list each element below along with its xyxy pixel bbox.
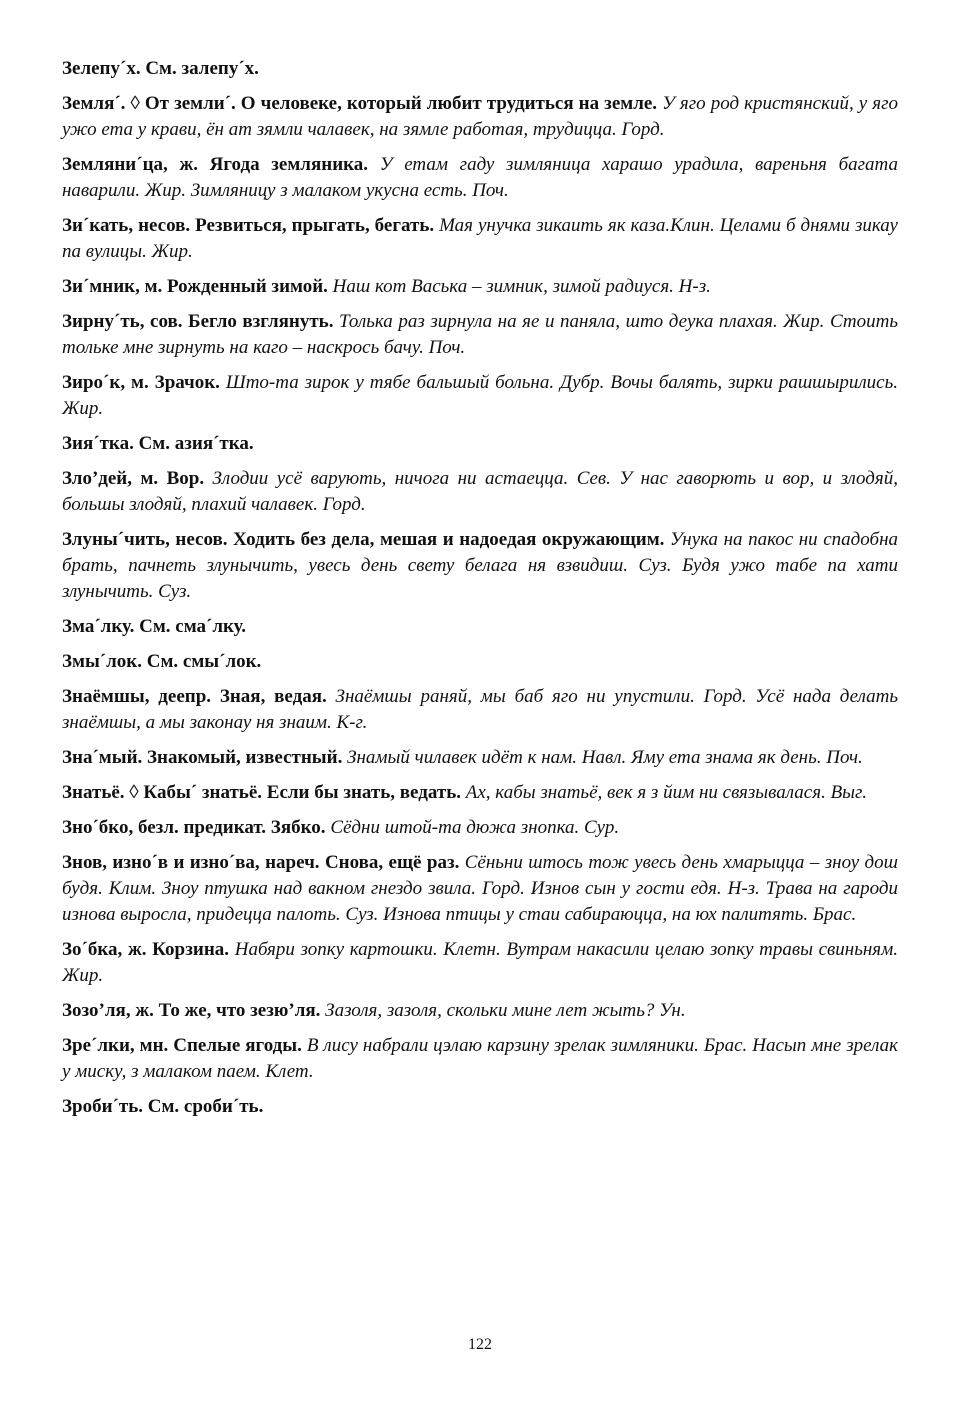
entry-headword: Знатьё. ◊ Кабы´ знатьё. Если бы знать, ведать. [62, 782, 461, 803]
dictionary-entry [62, 527, 898, 605]
entry-headword: Зия´тка. См. азия´тка. [62, 433, 254, 454]
entry-headword: Зна´мый. Знакомый, известный. [62, 747, 343, 768]
dictionary-entry [62, 649, 898, 675]
entry-headword: Зелепу´х. См. залепу´х. [62, 58, 259, 79]
dictionary-entry [62, 1033, 898, 1085]
entry-example: Мая унучка зикаить як каза.Клин. Целами б днями зикау па вулицы. Жир. [62, 215, 898, 262]
dictionary-entry [62, 56, 898, 82]
entry-example: В лису набрали цэлаю карзину зрелак зимляники. Брас. Насып мне зрелак у миску, з малаком паем. Клет. [62, 1035, 898, 1082]
dictionary-entry [62, 937, 898, 989]
dictionary-entry [62, 815, 898, 841]
entry-example: Зазоля, зазоля, скольки мине лет жыть? Ун. [320, 1000, 686, 1021]
entry-example: У яго род кристянский, у яго ужо ета у крави, ён ат зямли чалавек, на зямле работая, трудицца. Горд. [62, 93, 898, 140]
dictionary-entry [62, 850, 898, 928]
entry-headword: Зма´лку. См. сма´лку. [62, 616, 247, 637]
entry-headword: Злуны´чить, несов. Ходить без дела, мешая и надоедая окружающим. [62, 529, 665, 550]
dictionary-entry [62, 274, 898, 300]
dictionary-entry [62, 431, 898, 457]
entry-headword: Змы´лок. См. смы´лок. [62, 651, 262, 672]
entry-example: У етам гаду зимляница харашо урадила, вареньня багата наварили. Жир. Зимляницу з малаком укусна есть. Поч. [62, 154, 898, 201]
entry-example: Наш кот Васька – зимник, зимой радиуся. Н-з. [327, 276, 711, 297]
entry-headword: Знаёмшы, деепр. Зная, ведая. [62, 686, 327, 707]
dictionary-entry [62, 370, 898, 422]
entry-headword: Зло’дей, м. Вор. [62, 468, 205, 489]
entry-example: Знамый чилавек идёт к нам. Навл. Яму ета знама як день. Поч. [342, 747, 863, 768]
dictionary-entry [62, 780, 898, 806]
dictionary-entry [62, 1094, 898, 1120]
entry-headword: Земляни´ца, ж. Ягода земляника. [62, 154, 369, 175]
entry-headword: Зозо’ля, ж. То же, что зезю’ля. [62, 1000, 321, 1021]
dictionary-entry [62, 684, 898, 736]
entry-headword: Зо´бка, ж. Корзина. [62, 939, 230, 960]
entry-example: Унука на пакос ни спадобна брать, пачнеть злунычить, увесь день свету белага ня взвидиш. Суз. Будя ужо табе па хати злунычить. Суз. [62, 529, 898, 602]
dictionary-entry [62, 152, 898, 204]
entry-headword: Зре´лки, мн. Спелые ягоды. [62, 1035, 302, 1056]
entry-headword: Земля´. ◊ От земли´. О человеке, который любит трудиться на земле. [62, 93, 658, 114]
entry-example: Што-та зирок у тябе бальшый больна. Дубр. Вочы балять, зирки рашшырились. Жир. [62, 372, 898, 419]
entry-example: Сёньни штось тож увесь день хмарыцца – зноу дош будя. Клим. Зноу птушка над вакном гнездо звила. Горд. Изнов сын у гости едя. Н-з. Трава на гароди изнова выросла, придецца палоть. Суз. Изнова птицы у стаи сабираюцца, на юх палитять. Брас. [62, 852, 899, 925]
entry-headword: Зиро´к, м. Зрачок. [62, 372, 220, 393]
entry-headword: Зирну´ть, сов. Бегло взглянуть. [62, 311, 334, 332]
dictionary-entry [62, 466, 898, 518]
entry-example: Толька раз зирнула на яе и паняла, што деука плахая. Жир. Стоить тольке мне зирнуть на каго – наскрось бачу. Поч. [62, 311, 898, 358]
dictionary-entry [62, 998, 898, 1024]
entry-headword: Знов, изно´в и изно´ва, нареч. Снова, ещё раз. [62, 852, 460, 873]
entry-example: Ах, кабы знатьё, век я з йим ни связывалася. Выг. [461, 782, 867, 803]
entry-headword: Зи´кать, несов. Резвиться, прыгать, бегать. [62, 215, 435, 236]
dictionary-entry [62, 91, 898, 143]
entry-example: Знаёмшы раняй, мы баб яго ни упустили. Горд. Усё нада делать знаёмшы, а мы законау ня знаим. К-г. [62, 686, 898, 733]
entry-headword: Зи´мник, м. Рожденный зимой. [62, 276, 328, 297]
entry-example: Сёдни штой-та дюжа знопка. Сур. [325, 817, 620, 838]
entry-example: Набяри зопку картошки. Клетн. Вутрам накасили целаю зопку травы свиньням. Жир. [62, 939, 898, 986]
dictionary-entry [62, 614, 898, 640]
entry-headword: Зно´бко, безл. предикат. Зябко. [62, 817, 326, 838]
dictionary-entry [62, 745, 898, 771]
dictionary-page [62, 56, 898, 1129]
dictionary-entry [62, 213, 898, 265]
dictionary-entry [62, 309, 898, 361]
entry-example: Злодии усё варують, ничога ни астаецца. Сев. У нас гаворють и вор, и злодяй, большы злодяй, плахий чалавек. Горд. [62, 468, 898, 515]
page-number: 122 [468, 1336, 492, 1353]
entry-headword: Зроби´ть. См. сроби´ть. [62, 1096, 264, 1117]
